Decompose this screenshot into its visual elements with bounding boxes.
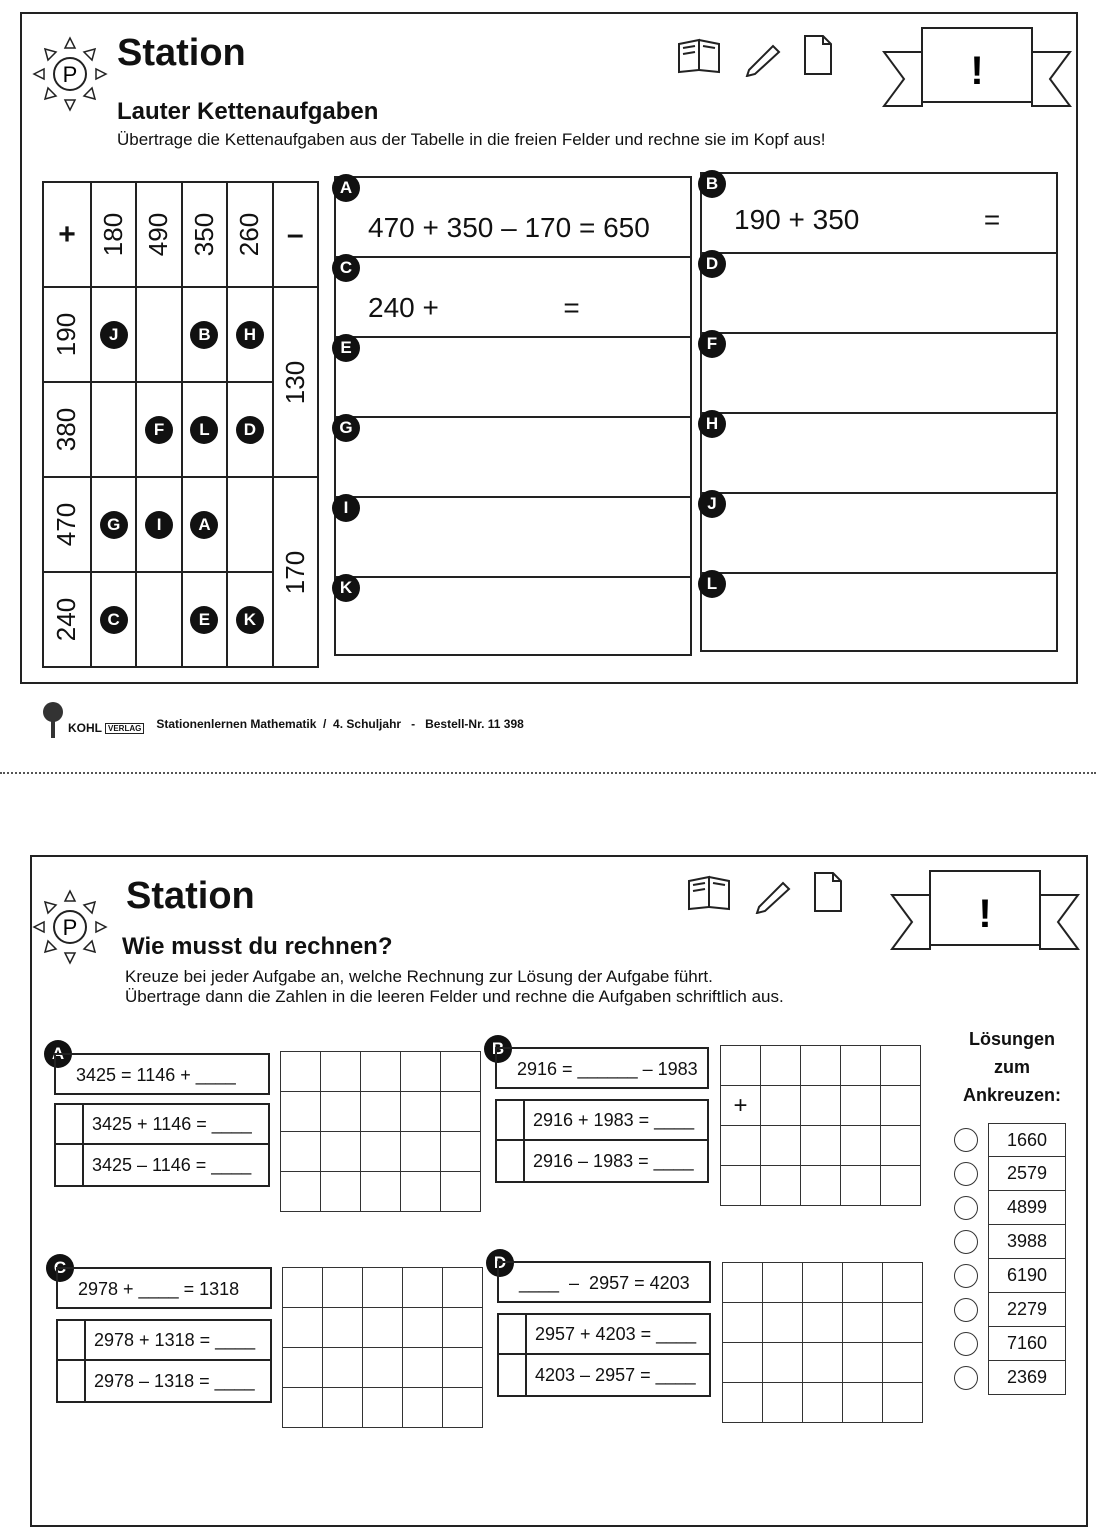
page-title: Station xyxy=(117,32,246,74)
answer-badge: J xyxy=(698,490,726,518)
solution-value: 6190 xyxy=(988,1259,1066,1293)
publisher-name: KOHL xyxy=(68,721,102,735)
row-header: 240 xyxy=(51,597,82,642)
task-options-B xyxy=(495,1099,709,1183)
table-badge: H xyxy=(236,321,264,349)
equation-text: 2978 + ____ = 1318 xyxy=(78,1278,240,1299)
solution-row xyxy=(954,1361,1066,1395)
table-badge: J xyxy=(100,321,128,349)
option-row xyxy=(58,1361,270,1401)
answer-badge: H xyxy=(698,410,726,438)
option-checkbox[interactable] xyxy=(497,1101,525,1139)
option-text: 2916 + 1983 = ____ xyxy=(533,1109,695,1130)
answers-left xyxy=(334,176,692,656)
solutions-heading xyxy=(952,1025,1072,1109)
table-badge: I xyxy=(145,511,173,539)
option-text: 2957 + 4203 = ____ xyxy=(535,1323,697,1344)
col-header: 490 xyxy=(143,212,174,257)
answer-badge: A xyxy=(332,174,360,202)
task-equation-A xyxy=(54,1053,270,1095)
option-checkbox[interactable] xyxy=(499,1355,527,1395)
answer-badge: C xyxy=(332,254,360,282)
answer-badge: K xyxy=(332,574,360,602)
solution-value: 1660 xyxy=(988,1123,1066,1157)
solution-row xyxy=(954,1293,1066,1327)
tree-logo-icon xyxy=(40,700,66,740)
option-text: 4203 – 2957 = ____ xyxy=(535,1364,696,1385)
banner-icon xyxy=(882,24,1072,114)
answer-box-D[interactable] xyxy=(702,254,1056,334)
option-checkbox[interactable] xyxy=(56,1145,84,1185)
answer-box-K[interactable] xyxy=(336,578,690,658)
solution-value: 3988 xyxy=(988,1225,1066,1259)
solutions-heading-line: zum xyxy=(994,1057,1030,1077)
task-options-A xyxy=(54,1103,270,1187)
chain-table xyxy=(42,181,319,668)
solution-value: 2579 xyxy=(988,1157,1066,1191)
answer-box-H[interactable] xyxy=(702,414,1056,494)
answer-text: 240 + = xyxy=(368,292,580,323)
solution-checkbox[interactable] xyxy=(954,1332,978,1356)
solution-checkbox[interactable] xyxy=(954,1162,978,1186)
subtitle: Wie musst du rechnen? xyxy=(122,933,393,960)
instruction-2: Übertrage dann die Zahlen in die leeren Felder und rechne die Aufgaben schriftlich aus. xyxy=(125,987,784,1006)
banner-exclamation: ! xyxy=(970,49,984,93)
equation-text: 3425 = 1146 + ____ xyxy=(76,1064,236,1085)
task-badge-A: A xyxy=(44,1040,72,1068)
option-checkbox[interactable] xyxy=(56,1105,84,1143)
table-badge: A xyxy=(190,511,218,539)
calc-grid-A xyxy=(280,1051,481,1212)
instruction-1: Kreuze bei jeder Aufgabe an, welche Rechnung zur Lösung der Aufgabe führt. xyxy=(125,967,713,986)
banner-icon xyxy=(890,867,1080,957)
minus-value: 130 xyxy=(279,360,310,404)
answer-text: 190 + 350 = xyxy=(734,204,1001,235)
footer xyxy=(40,700,524,740)
document-icon xyxy=(815,873,841,911)
option-row xyxy=(499,1315,709,1355)
solution-row xyxy=(954,1191,1066,1225)
solution-value: 2369 xyxy=(988,1361,1066,1395)
answer-box-G[interactable] xyxy=(336,418,690,498)
col-header: 350 xyxy=(188,212,219,257)
book-icon xyxy=(689,877,729,909)
task-equation-B xyxy=(495,1047,709,1089)
option-row xyxy=(56,1145,268,1185)
solution-row xyxy=(954,1225,1066,1259)
task-badge-D: D xyxy=(486,1249,514,1277)
table-badge: G xyxy=(100,511,128,539)
solution-checkbox[interactable] xyxy=(954,1230,978,1254)
task-options-C xyxy=(56,1319,272,1403)
solution-checkbox[interactable] xyxy=(954,1264,978,1288)
answer-box-C[interactable] xyxy=(336,258,690,338)
option-row xyxy=(497,1101,707,1141)
solutions-heading-line: Lösungen xyxy=(969,1029,1055,1049)
row-header: 470 xyxy=(51,502,82,547)
option-row xyxy=(56,1105,268,1145)
calc-grid-D xyxy=(722,1262,923,1423)
table-badge: C xyxy=(100,606,128,634)
calc-grid-B xyxy=(720,1045,921,1206)
option-checkbox[interactable] xyxy=(497,1141,525,1181)
option-row xyxy=(497,1141,707,1181)
answer-badge: I xyxy=(332,494,360,522)
option-text: 3425 + 1146 = ____ xyxy=(92,1113,252,1134)
option-text: 3425 – 1146 = ____ xyxy=(92,1154,252,1175)
option-row xyxy=(58,1321,270,1361)
answer-badge: E xyxy=(332,334,360,362)
answer-badge: D xyxy=(698,250,726,278)
answer-box-A[interactable] xyxy=(336,178,690,258)
option-checkbox[interactable] xyxy=(499,1315,527,1353)
solution-checkbox[interactable] xyxy=(954,1366,978,1390)
sun-logo-icon xyxy=(28,885,112,969)
document-icon xyxy=(805,36,831,74)
logo-letter: P xyxy=(62,62,78,87)
col-header: 180 xyxy=(98,212,129,257)
table-badge: E xyxy=(190,606,218,634)
solution-checkbox[interactable] xyxy=(954,1128,978,1152)
solution-row xyxy=(954,1123,1066,1157)
answer-box-J[interactable] xyxy=(702,494,1056,574)
minus-value: 170 xyxy=(279,550,310,594)
sun-logo-icon xyxy=(28,32,112,116)
plus-mark[interactable]: + xyxy=(721,1086,761,1126)
equation-text: 2916 = ______ – 1983 xyxy=(517,1058,698,1079)
publisher-tag: VERLAG xyxy=(105,723,144,734)
table-badge: F xyxy=(145,416,173,444)
option-text: 2916 – 1983 = ____ xyxy=(533,1150,694,1171)
answer-box-L[interactable] xyxy=(702,574,1056,654)
footer-text: Stationenlernen Mathematik / 4. Schuljahr - Bestell-Nr. 11 398 xyxy=(156,717,524,731)
solution-value: 7160 xyxy=(988,1327,1066,1361)
row-header: 380 xyxy=(51,407,82,452)
answer-badge: B xyxy=(698,170,726,198)
solution-value: 4899 xyxy=(988,1191,1066,1225)
banner-exclamation: ! xyxy=(978,892,992,936)
answer-box-I[interactable] xyxy=(336,498,690,578)
subtitle: Lauter Kettenaufgaben xyxy=(117,98,379,125)
answer-box-E[interactable] xyxy=(336,338,690,418)
option-row xyxy=(499,1355,709,1395)
answer-badge: L xyxy=(698,570,726,598)
page-title: Station xyxy=(126,875,255,917)
option-checkbox[interactable] xyxy=(58,1321,86,1359)
col-header: 260 xyxy=(234,212,265,257)
book-icon xyxy=(679,40,719,72)
minus-header: – xyxy=(273,182,318,287)
solution-row xyxy=(954,1259,1066,1293)
solution-row xyxy=(954,1327,1066,1361)
equation-text: ____ – 2957 = 4203 xyxy=(519,1272,690,1293)
table-badge: K xyxy=(236,606,264,634)
solution-checkbox[interactable] xyxy=(954,1196,978,1220)
answer-box-F[interactable] xyxy=(702,334,1056,414)
calc-grid-C xyxy=(282,1267,483,1428)
answer-text: 470 + 350 – 170 = 650 xyxy=(368,212,650,243)
task-badge-C: C xyxy=(46,1254,74,1282)
answer-badge: F xyxy=(698,330,726,358)
row-header: 190 xyxy=(51,312,82,357)
solution-value: 2279 xyxy=(988,1293,1066,1327)
option-text: 2978 + 1318 = ____ xyxy=(94,1329,256,1350)
station-card-1 xyxy=(20,12,1078,684)
logo-letter: P xyxy=(62,915,78,940)
pencil-icon xyxy=(747,46,779,76)
table-badge: L xyxy=(190,416,218,444)
solutions-heading-line: Ankreuzen: xyxy=(962,1085,1061,1105)
answer-box-B[interactable] xyxy=(702,174,1056,254)
answer-badge: G xyxy=(332,414,360,442)
plus-header: + xyxy=(43,182,91,287)
task-equation-D xyxy=(497,1261,711,1303)
solution-row xyxy=(954,1157,1066,1191)
solutions-list xyxy=(954,1123,1066,1395)
task-options-D xyxy=(497,1313,711,1397)
answers-right xyxy=(700,172,1058,652)
option-checkbox[interactable] xyxy=(58,1361,86,1401)
task-equation-C xyxy=(56,1267,272,1309)
task-badge-B: B xyxy=(484,1035,512,1063)
instruction: Übertrage die Kettenaufgaben aus der Tabelle in die freien Felder und rechne sie im Kopf aus! xyxy=(117,130,826,149)
table-badge: B xyxy=(190,321,218,349)
table-badge: D xyxy=(236,416,264,444)
solution-checkbox[interactable] xyxy=(954,1298,978,1322)
station-card-2 xyxy=(30,855,1088,1527)
pencil-icon xyxy=(757,883,789,913)
option-text: 2978 – 1318 = ____ xyxy=(94,1370,255,1391)
cut-line xyxy=(0,772,1096,774)
